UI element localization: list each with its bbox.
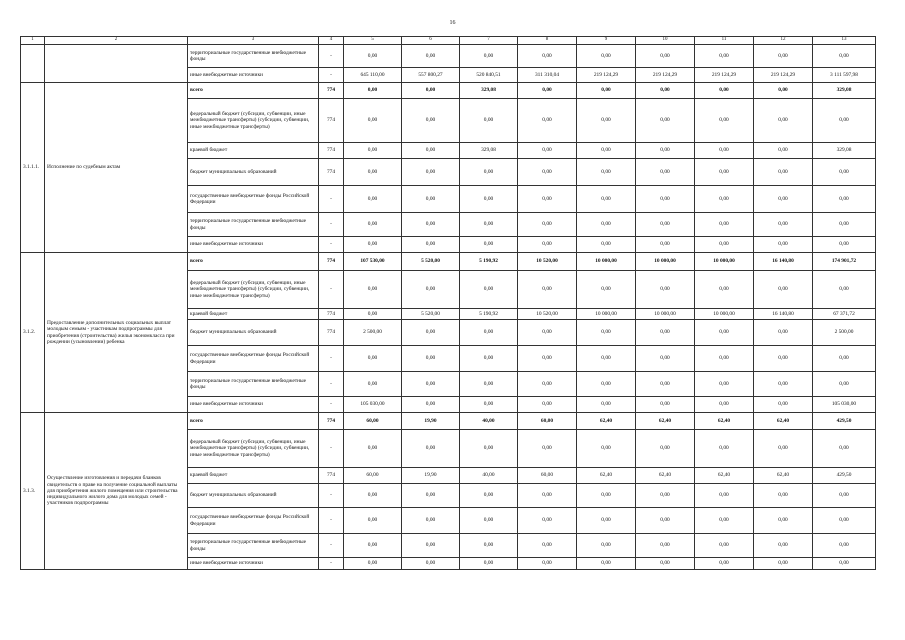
amount-cell: 429,50 xyxy=(813,468,876,484)
amount-cell: 0,00 xyxy=(402,45,460,68)
amount-cell: 0,00 xyxy=(813,372,876,397)
budget-code: - xyxy=(319,534,344,558)
amount-cell: 0,00 xyxy=(518,484,577,508)
amount-cell: 0,00 xyxy=(754,534,813,558)
amount-cell: 5 190,92 xyxy=(460,253,518,271)
amount-cell: 329,08 xyxy=(813,83,876,99)
amount-cell: 0,00 xyxy=(402,159,460,186)
column-header: 7 xyxy=(460,37,518,45)
amount-cell: 0,00 xyxy=(813,558,876,570)
amount-cell: 0,00 xyxy=(754,159,813,186)
amount-cell: 40,00 xyxy=(460,413,518,430)
amount-cell: 60,00 xyxy=(344,413,402,430)
amount-cell: 0,00 xyxy=(695,484,754,508)
amount-cell: 219 124,29 xyxy=(577,68,636,83)
funding-source: иные внебюджетные источники xyxy=(188,397,319,413)
budget-code: - xyxy=(319,558,344,570)
column-header: 8 xyxy=(518,37,577,45)
amount-cell: 0,00 xyxy=(695,213,754,237)
amount-cell: 219 124,29 xyxy=(636,68,695,83)
amount-cell: 0,00 xyxy=(518,271,577,309)
amount-cell: 62,40 xyxy=(577,468,636,484)
amount-cell: 0,00 xyxy=(636,237,695,253)
amount-cell: 0,00 xyxy=(344,99,402,143)
amount-cell: 5 520,00 xyxy=(402,309,460,320)
table-row xyxy=(21,83,876,99)
amount-cell: 10 000,00 xyxy=(695,253,754,271)
budget-code: - xyxy=(319,484,344,508)
amount-cell: 0,00 xyxy=(813,186,876,213)
amount-cell: 10 000,00 xyxy=(636,309,695,320)
amount-cell: 0,00 xyxy=(344,484,402,508)
amount-cell: 0,00 xyxy=(460,45,518,68)
amount-cell: 0,00 xyxy=(695,346,754,372)
measure-index: 3.1.1.1. xyxy=(21,83,45,253)
amount-cell: 0,00 xyxy=(577,271,636,309)
amount-cell: 0,00 xyxy=(518,99,577,143)
funding-source: бюджет муниципальных образований xyxy=(188,484,319,508)
amount-cell: 0,00 xyxy=(636,508,695,534)
funding-source: всего xyxy=(188,253,319,271)
amount-cell: 40,00 xyxy=(460,468,518,484)
amount-cell: 0,00 xyxy=(577,237,636,253)
amount-cell: 10 000,00 xyxy=(577,309,636,320)
amount-cell: 0,00 xyxy=(344,534,402,558)
amount-cell: 0,00 xyxy=(344,213,402,237)
amount-cell: 0,00 xyxy=(344,45,402,68)
amount-cell: 0,00 xyxy=(813,237,876,253)
budget-code: - xyxy=(319,271,344,309)
amount-cell: 0,00 xyxy=(636,186,695,213)
amount-cell: 0,00 xyxy=(695,143,754,159)
amount-cell: 0,00 xyxy=(577,83,636,99)
measure-name: Исполнение по судебным актам xyxy=(45,83,188,253)
budget-code: - xyxy=(319,397,344,413)
amount-cell: 0,00 xyxy=(695,534,754,558)
amount-cell: 0,00 xyxy=(518,143,577,159)
amount-cell: 0,00 xyxy=(636,372,695,397)
amount-cell: 0,00 xyxy=(344,186,402,213)
amount-cell: 0,00 xyxy=(754,558,813,570)
amount-cell: 0,00 xyxy=(636,346,695,372)
budget-code: 774 xyxy=(319,320,344,346)
measure-name: Предоставление дополнительных социальных выплат молодым семьям - участникам подпрограммы для приобретения (строительства) жилья экономкласса при рождении (усыновлении) ребенка xyxy=(45,253,188,413)
funding-source: федеральный бюджет (субсидии, субвенции, иные межбюджетные трансферты) (субсидии, субвенции, иные межбюджетные трансферты) xyxy=(188,99,319,143)
amount-cell: 0,00 xyxy=(695,558,754,570)
column-header: 9 xyxy=(577,37,636,45)
budget-table xyxy=(20,36,876,570)
funding-source: территориальные государственные внебюджетные фонды xyxy=(188,534,319,558)
amount-cell: 0,00 xyxy=(813,159,876,186)
amount-cell: 0,00 xyxy=(577,213,636,237)
measure-index: 3.1.2. xyxy=(21,253,45,413)
amount-cell: 0,00 xyxy=(402,83,460,99)
amount-cell: 0,00 xyxy=(695,271,754,309)
budget-code: - xyxy=(319,372,344,397)
amount-cell: 429,50 xyxy=(813,413,876,430)
amount-cell: 0,00 xyxy=(402,320,460,346)
funding-source: государственные внебюджетные фонды Российской Федерации xyxy=(188,508,319,534)
amount-cell: 105 030,00 xyxy=(344,397,402,413)
amount-cell: 0,00 xyxy=(754,397,813,413)
amount-cell: 0,00 xyxy=(460,271,518,309)
amount-cell: 16 140,80 xyxy=(754,309,813,320)
amount-cell: 0,00 xyxy=(695,372,754,397)
amount-cell: 0,00 xyxy=(813,484,876,508)
amount-cell: 10 000,00 xyxy=(695,309,754,320)
amount-cell: 0,00 xyxy=(518,237,577,253)
funding-source: бюджет муниципальных образований xyxy=(188,159,319,186)
amount-cell: 0,00 xyxy=(577,508,636,534)
amount-cell: 0,00 xyxy=(695,83,754,99)
amount-cell: 0,00 xyxy=(695,99,754,143)
amount-cell: 0,00 xyxy=(577,397,636,413)
amount-cell: 5 190,92 xyxy=(460,309,518,320)
amount-cell: 62,40 xyxy=(754,413,813,430)
amount-cell: 0,00 xyxy=(695,237,754,253)
budget-code: - xyxy=(319,45,344,68)
amount-cell: 0,00 xyxy=(813,45,876,68)
amount-cell: 0,00 xyxy=(344,143,402,159)
amount-cell: 0,00 xyxy=(402,534,460,558)
amount-cell: 0,00 xyxy=(577,186,636,213)
amount-cell: 0,00 xyxy=(754,508,813,534)
amount-cell: 2 500,00 xyxy=(344,320,402,346)
amount-cell: 0,00 xyxy=(636,397,695,413)
budget-code: 774 xyxy=(319,143,344,159)
amount-cell: 0,00 xyxy=(577,45,636,68)
funding-source: иные внебюджетные источники xyxy=(188,558,319,570)
amount-cell: 10 000,00 xyxy=(577,253,636,271)
amount-cell: 5 520,00 xyxy=(402,253,460,271)
amount-cell: 0,00 xyxy=(518,159,577,186)
amount-cell: 0,00 xyxy=(344,372,402,397)
amount-cell: 0,00 xyxy=(402,430,460,468)
amount-cell: 16 140,80 xyxy=(754,253,813,271)
amount-cell: 0,00 xyxy=(518,372,577,397)
amount-cell: 0,00 xyxy=(754,143,813,159)
column-header: 3 xyxy=(188,37,319,45)
amount-cell: 0,00 xyxy=(402,213,460,237)
amount-cell: 0,00 xyxy=(402,271,460,309)
measure-index: 3.1.3. xyxy=(21,413,45,570)
amount-cell: 0,00 xyxy=(460,508,518,534)
measure-index xyxy=(21,45,45,83)
measure-name: Осуществление изготовления и передачи бланков свидетельств о праве на получение социальной выплаты для приобретения жилого помещения или строительства индивидуального жилого дома для молодых семей - участников подпрограммы xyxy=(45,413,188,570)
budget-code: 774 xyxy=(319,159,344,186)
amount-cell: 0,00 xyxy=(344,83,402,99)
amount-cell: 0,00 xyxy=(518,83,577,99)
amount-cell: 60,00 xyxy=(344,468,402,484)
amount-cell: 0,00 xyxy=(695,186,754,213)
amount-cell: 0,00 xyxy=(636,558,695,570)
column-header: 10 xyxy=(636,37,695,45)
amount-cell: 0,00 xyxy=(344,346,402,372)
amount-cell: 0,00 xyxy=(754,237,813,253)
amount-cell: 0,00 xyxy=(344,430,402,468)
amount-cell: 0,00 xyxy=(813,534,876,558)
funding-source: бюджет муниципальных образований xyxy=(188,320,319,346)
budget-code: - xyxy=(319,213,344,237)
budget-code: - xyxy=(319,68,344,83)
funding-source: иные внебюджетные источники xyxy=(188,237,319,253)
amount-cell: 10 000,00 xyxy=(636,253,695,271)
amount-cell: 0,00 xyxy=(577,534,636,558)
amount-cell: 0,00 xyxy=(813,271,876,309)
amount-cell: 0,00 xyxy=(577,143,636,159)
amount-cell: 0,00 xyxy=(695,45,754,68)
funding-source: краевой бюджет xyxy=(188,143,319,159)
amount-cell: 62,40 xyxy=(695,468,754,484)
amount-cell: 0,00 xyxy=(518,320,577,346)
amount-cell: 0,00 xyxy=(636,534,695,558)
funding-source: государственные внебюджетные фонды Российской Федерации xyxy=(188,186,319,213)
page-number: 16 xyxy=(449,20,456,26)
amount-cell: 0,00 xyxy=(518,397,577,413)
amount-cell: 0,00 xyxy=(344,558,402,570)
amount-cell: 62,40 xyxy=(636,468,695,484)
amount-cell: 0,00 xyxy=(460,213,518,237)
funding-source: федеральный бюджет (субсидии, субвенции, иные межбюджетные трансферты) (субсидии, субвенции, иные межбюджетные трансферты) xyxy=(188,271,319,309)
amount-cell: 0,00 xyxy=(636,320,695,346)
funding-source: федеральный бюджет (субсидии, субвенции, иные межбюджетные трансферты) (субсидии, субвенции, иные межбюджетные трансферты) xyxy=(188,430,319,468)
amount-cell: 0,00 xyxy=(577,159,636,186)
amount-cell: 0,00 xyxy=(402,508,460,534)
amount-cell: 174 901,72 xyxy=(813,253,876,271)
amount-cell: 3 111 597,98 xyxy=(813,68,876,83)
budget-code: 774 xyxy=(319,413,344,430)
amount-cell: 107 530,00 xyxy=(344,253,402,271)
amount-cell: 0,00 xyxy=(460,430,518,468)
amount-cell: 0,00 xyxy=(344,271,402,309)
amount-cell: 0,00 xyxy=(518,508,577,534)
amount-cell: 0,00 xyxy=(460,484,518,508)
funding-source: краевой бюджет xyxy=(188,468,319,484)
column-header: 1 xyxy=(21,37,45,45)
amount-cell: 0,00 xyxy=(754,346,813,372)
amount-cell: 0,00 xyxy=(460,186,518,213)
amount-cell: 0,00 xyxy=(636,99,695,143)
amount-cell: 0,00 xyxy=(402,372,460,397)
amount-cell: 0,00 xyxy=(402,484,460,508)
amount-cell: 0,00 xyxy=(518,346,577,372)
amount-cell: 0,00 xyxy=(518,558,577,570)
amount-cell: 0,00 xyxy=(636,484,695,508)
amount-cell: 0,00 xyxy=(402,558,460,570)
amount-cell: 0,00 xyxy=(636,430,695,468)
amount-cell: 0,00 xyxy=(754,99,813,143)
amount-cell: 60,00 xyxy=(518,413,577,430)
amount-cell: 0,00 xyxy=(754,320,813,346)
amount-cell: 19,90 xyxy=(402,413,460,430)
amount-cell: 329,08 xyxy=(460,83,518,99)
amount-cell: 0,00 xyxy=(754,186,813,213)
amount-cell: 0,00 xyxy=(695,320,754,346)
amount-cell: 0,00 xyxy=(577,558,636,570)
amount-cell: 0,00 xyxy=(813,430,876,468)
funding-source: территориальные государственные внебюджетные фонды xyxy=(188,213,319,237)
budget-code: 774 xyxy=(319,309,344,320)
amount-cell: 0,00 xyxy=(813,508,876,534)
amount-cell: 0,00 xyxy=(402,143,460,159)
amount-cell: 0,00 xyxy=(813,99,876,143)
amount-cell: 62,40 xyxy=(636,413,695,430)
amount-cell: 60,00 xyxy=(518,468,577,484)
funding-source: территориальные государственные внебюджетные фонды xyxy=(188,45,319,68)
amount-cell: 0,00 xyxy=(636,143,695,159)
amount-cell: 520 840,51 xyxy=(460,68,518,83)
amount-cell: 10 520,00 xyxy=(518,309,577,320)
amount-cell: 329,08 xyxy=(813,143,876,159)
amount-cell: 0,00 xyxy=(518,534,577,558)
amount-cell: 62,40 xyxy=(695,413,754,430)
amount-cell: 0,00 xyxy=(636,45,695,68)
amount-cell: 0,00 xyxy=(695,159,754,186)
budget-code: - xyxy=(319,508,344,534)
amount-cell: 0,00 xyxy=(460,320,518,346)
amount-cell: 62,40 xyxy=(754,468,813,484)
amount-cell: 62,40 xyxy=(577,413,636,430)
amount-cell: 0,00 xyxy=(577,484,636,508)
amount-cell: 0,00 xyxy=(402,346,460,372)
amount-cell: 0,00 xyxy=(695,508,754,534)
budget-code: - xyxy=(319,237,344,253)
amount-cell: 0,00 xyxy=(754,213,813,237)
amount-cell: 0,00 xyxy=(636,159,695,186)
amount-cell: 0,00 xyxy=(577,346,636,372)
budget-code: - xyxy=(319,186,344,213)
amount-cell: 329,08 xyxy=(460,143,518,159)
funding-source: краевой бюджет xyxy=(188,309,319,320)
amount-cell: 0,00 xyxy=(695,397,754,413)
budget-code: 774 xyxy=(319,253,344,271)
amount-cell: 0,00 xyxy=(577,320,636,346)
amount-cell: 0,00 xyxy=(460,346,518,372)
amount-cell: 0,00 xyxy=(754,430,813,468)
column-header: 4 xyxy=(319,37,344,45)
amount-cell: 0,00 xyxy=(636,213,695,237)
amount-cell: 0,00 xyxy=(518,430,577,468)
amount-cell: 0,00 xyxy=(813,346,876,372)
amount-cell: 0,00 xyxy=(754,45,813,68)
amount-cell: 219 124,29 xyxy=(754,68,813,83)
amount-cell: 219 124,29 xyxy=(695,68,754,83)
budget-code: - xyxy=(319,346,344,372)
amount-cell: 0,00 xyxy=(754,484,813,508)
funding-source: государственные внебюджетные фонды Российской Федерации xyxy=(188,346,319,372)
amount-cell: 67 371,72 xyxy=(813,309,876,320)
budget-code: 774 xyxy=(319,99,344,143)
amount-cell: 645 110,00 xyxy=(344,68,402,83)
table-row xyxy=(21,413,876,430)
amount-cell: 0,00 xyxy=(460,237,518,253)
budget-code: 774 xyxy=(319,468,344,484)
funding-source: территориальные государственные внебюджетные фонды xyxy=(188,372,319,397)
amount-cell: 0,00 xyxy=(460,558,518,570)
amount-cell: 0,00 xyxy=(577,372,636,397)
amount-cell: 0,00 xyxy=(344,159,402,186)
amount-cell: 0,00 xyxy=(636,83,695,99)
column-header: 11 xyxy=(695,37,754,45)
amount-cell: 0,00 xyxy=(344,508,402,534)
table-row xyxy=(21,45,876,68)
amount-cell: 2 500,00 xyxy=(813,320,876,346)
column-header: 6 xyxy=(402,37,460,45)
amount-cell: 0,00 xyxy=(402,99,460,143)
amount-cell: 0,00 xyxy=(460,99,518,143)
amount-cell: 0,00 xyxy=(577,99,636,143)
amount-cell: 0,00 xyxy=(402,186,460,213)
budget-code: - xyxy=(319,430,344,468)
amount-cell: 0,00 xyxy=(460,372,518,397)
column-header: 12 xyxy=(754,37,813,45)
amount-cell: 0,00 xyxy=(460,534,518,558)
measure-name xyxy=(45,45,188,83)
amount-cell: 0,00 xyxy=(402,237,460,253)
amount-cell: 0,00 xyxy=(518,213,577,237)
amount-cell: 0,00 xyxy=(754,372,813,397)
amount-cell: 0,00 xyxy=(344,309,402,320)
amount-cell: 0,00 xyxy=(813,213,876,237)
amount-cell: 0,00 xyxy=(695,430,754,468)
funding-source: иные внебюджетные источники xyxy=(188,68,319,83)
amount-cell: 19,90 xyxy=(402,468,460,484)
amount-cell: 105 030,00 xyxy=(813,397,876,413)
amount-cell: 0,00 xyxy=(518,45,577,68)
amount-cell: 0,00 xyxy=(344,237,402,253)
table-row xyxy=(21,253,876,271)
amount-cell: 311 310,04 xyxy=(518,68,577,83)
amount-cell: 0,00 xyxy=(402,397,460,413)
column-header: 5 xyxy=(344,37,402,45)
amount-cell: 557 800,27 xyxy=(402,68,460,83)
column-header: 2 xyxy=(45,37,188,45)
funding-source: всего xyxy=(188,413,319,430)
funding-source: всего xyxy=(188,83,319,99)
amount-cell: 0,00 xyxy=(577,430,636,468)
column-number-row xyxy=(21,37,876,45)
amount-cell: 0,00 xyxy=(460,159,518,186)
amount-cell: 0,00 xyxy=(754,271,813,309)
amount-cell: 0,00 xyxy=(754,83,813,99)
amount-cell: 10 520,00 xyxy=(518,253,577,271)
column-header: 13 xyxy=(813,37,876,45)
amount-cell: 0,00 xyxy=(460,397,518,413)
amount-cell: 0,00 xyxy=(518,186,577,213)
budget-code: 774 xyxy=(319,83,344,99)
amount-cell: 0,00 xyxy=(636,271,695,309)
